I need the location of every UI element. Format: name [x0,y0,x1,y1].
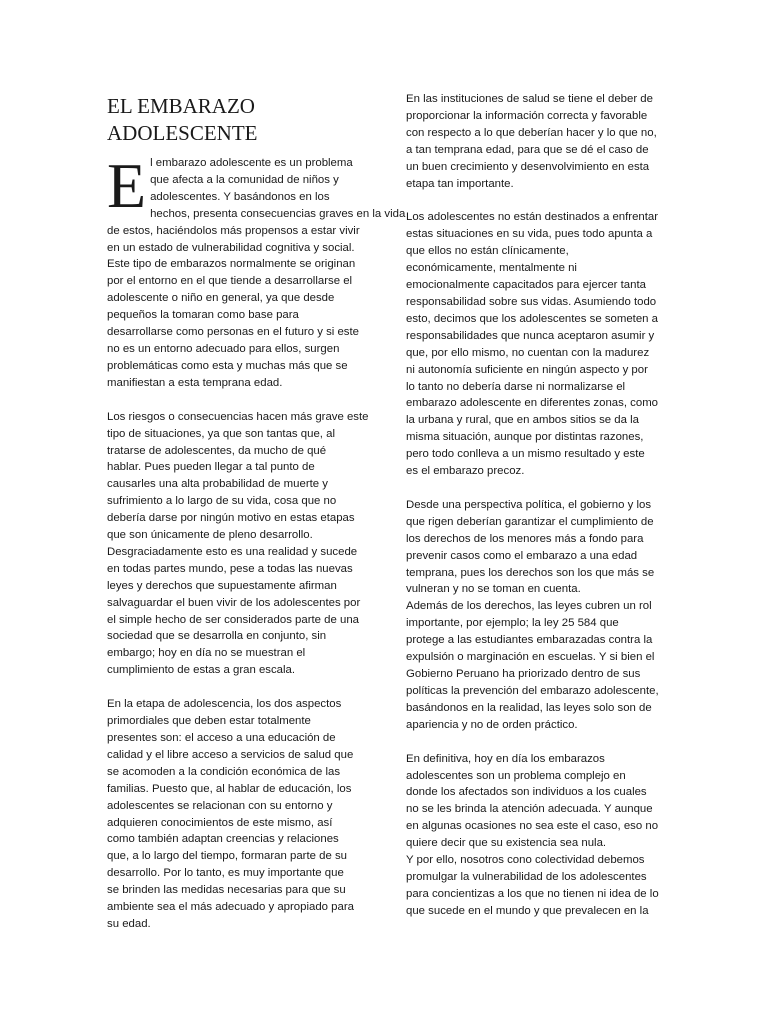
text-line: En definitiva, hoy en día los embarazos [406,752,605,765]
text-line: su edad. [107,917,151,930]
text-line: En la etapa de adolescencia, los dos aspectos [107,698,342,711]
text-line: el simple hecho de ser considerados parte de una [107,613,360,626]
text-line: expulsión o marginación en escuelas. Y si bien el [406,651,655,664]
text-line: por el entorno en el que tiende a desarrollarse el [107,275,353,288]
text-line: de estos, haciéndolos más propensos a estar vivir [107,224,360,237]
text-line: tratarse de adolescentes, da mucho de qué [107,444,327,457]
text-line: Desgraciadamente esto es una realidad y sucede [107,545,358,558]
text-line: manifiestan a esta temprana edad. [107,376,283,389]
text-line: vulneran y no se toman en cuenta. [406,583,581,596]
text-line: basándonos en la realidad, las leyes solo son de [406,701,652,714]
text-line: l embarazo adolescente es un problema [150,157,353,169]
text-line: familias. Puesto que, al hablar de educación, los [107,782,352,795]
text-line: pequeños la tomaran como base para [107,309,299,322]
paragraph [406,209,662,480]
text-line: importante, por ejemplo; la ley 25 584 que [406,617,619,630]
text-line: embargo; hoy en día no se muestran el [107,647,306,660]
text-line: temprana, pues los derechos son los que más se [406,566,655,579]
text-line: en algunas ocasiones no sea este el caso, eso no [406,820,659,833]
text-line: donde los afectados son individuos a los cuales [406,786,647,799]
text-line: que, por ello mismo, no cuentan con la madurez [406,346,650,359]
text-line: que son únicamente de pleno desarrollo. [107,529,313,542]
text-line: en un estado de vulnerabilidad cognitiva y social. [107,241,355,254]
text-line: políticas la prevención del embarazo adolescente, [406,684,659,697]
text-line: Gobierno Peruano ha priorizado dentro de sus [406,668,641,680]
text-line: quiere decir que su existencia sea nula. [406,837,607,850]
text-line: cumplimiento de estas a gran escala. [107,664,296,677]
text-line: En las instituciones de salud se tiene el deber de [406,93,653,105]
text-line: la urbana y rural, que en ambos sitios se da la [406,414,640,427]
intro-paragraph [107,150,406,392]
paragraph [107,409,369,680]
text-line: adolescente o niño en general, ya que desde [107,292,335,305]
text-line: proporcionar la información correcta y favorable [406,109,648,122]
text-line: los derechos de los menores más a fondo para [406,532,644,545]
text-line: adolescentes se relacionan con su entorno y [107,799,333,812]
text-line: no es un entorno adecuado para ellos, surgen [107,342,340,355]
text-line: problemáticas como esta y muchas más que se [107,359,348,372]
text-line: tipo de situaciones, ya que son tantas que, al [107,427,335,440]
text-line: emocionalmente capacitados para ejercer tanta [406,279,646,292]
text-line: que ellos no están clínicamente, [406,245,569,258]
text-line: hechos, presenta consecuencias graves en la vida [150,207,406,220]
text-line: que afecta a la comunidad de niños y [150,173,339,186]
text-line: protege a las estudiantes embarazadas contra la [406,634,653,647]
text-line: un buen crecimiento y desenvolvimiento en esta [406,160,650,173]
text-line: Este tipo de embarazos normalmente se originan [107,258,356,271]
text-line: desarrollo. Por lo tanto, es muy importante que [107,867,344,880]
text-line: Y por ello, nosotros cono colectividad debemos [406,854,645,867]
drop-cap: E [107,150,147,221]
text-line: debería darse por ningún motivo en estas etapas [107,512,355,525]
text-line: como también adaptan creencias y relaciones [107,833,339,846]
text-line: no se les brinda la atención adecuada. Y aunque [406,803,653,816]
text-line: prevenir casos como el embarazo a una edad [406,549,638,562]
text-line: pero todo conlleva a un mismo resultado y este [406,448,645,461]
text-line: se brinden las medidas necesarias para que su [107,884,346,897]
text-line: se acomoden a la condición económica de las [107,765,341,778]
text-line: es el embarazo precoz. [406,465,525,478]
text-line: presentes son: el acceso a una educación de [107,732,336,744]
text-line: en todas partes mundo, pese a todas las nuevas [107,562,353,575]
text-line: Los riesgos o consecuencias hacen más grave este [107,410,369,423]
paragraph [107,696,363,933]
text-line: Desde una perspectiva política, el gobierno y los [406,498,652,511]
text-line: estas situaciones en su vida, pues todo apunta a [406,228,653,241]
text-line: para concientizas a los que no tienen ni idea de lo [406,887,659,900]
right-column [406,0,662,920]
title-line: ADOLESCENTE [107,121,258,145]
paragraph [406,497,662,734]
text-line: sufrimiento a lo largo de su vida, cosa que no [107,495,337,508]
text-line: sociedad que se desarrolla en conjunto, sin [107,630,327,643]
text-line: salvaguardar el buen vivir de los adolescentes por [107,596,361,609]
text-line: responsabilidades que nunca aceptaron asumir y [406,329,655,342]
text-line: responsabilidad sobre sus vidas. Asumiendo todo [406,295,657,308]
text-line: adquieren conocimientos de este mismo, así [107,816,333,829]
text-line: primordiales que deben estar totalmente [107,715,311,728]
text-line: ambiente sea el más adecuado y apropiado para [107,901,354,914]
text-line: a tan temprana edad, para que se dé el caso de [406,143,649,156]
article-title [107,93,363,147]
text-line: que, a lo largo del tiempo, formaran parte de su [107,850,347,863]
text-line: ni autonomía suficiente en ningún aspecto y por [406,363,648,376]
text-line: promulgar la vulnerabilidad de los adolescentes [406,870,647,883]
text-line: con respecto a lo que deberían hacer y lo que no, [406,126,657,139]
text-line: que sucede en el mundo y que prevalecen en la [406,904,649,917]
text-line: económicamente, mentalmente ni [406,262,577,275]
text-line: adolescentes. Y basándonos en los [150,190,330,203]
text-line: desarrollarse como personas en el futuro y si este [107,326,359,339]
paragraph [406,91,662,192]
text-line: esto, decimos que los adolescentes se someten a [406,312,659,325]
text-line: embarazo adolescente en diferentes zonas, como [406,397,659,410]
text-line: que rigen deberían garantizar el cumplimiento de [406,515,654,528]
title-line: EL EMBARAZO [107,94,255,118]
text-line: Además de los derechos, las leyes cubren un rol [406,600,652,613]
text-line: apariencia y no de orden práctico. [406,718,578,731]
text-line: hablar. Pues pueden llegar a tal punto de [107,461,315,474]
text-line: lo tanto no debería darse ni normalizarse el [406,380,626,393]
text-line: causarles una alta probabilidad de muerte y [107,478,328,491]
text-line: misma situación, aunque por distintas razones, [406,431,644,444]
left-column [107,0,406,933]
text-line: adolescentes son un problema complejo en [406,769,626,782]
text-line: leyes y derechos que supuestamente afirman [107,579,337,592]
text-line: calidad y el libre acceso a servicios de salud que [107,748,354,761]
paragraph [406,751,662,920]
text-line: etapa tan importante. [406,177,514,190]
text-line: Los adolescentes no están destinados a enfrentar [406,211,659,224]
